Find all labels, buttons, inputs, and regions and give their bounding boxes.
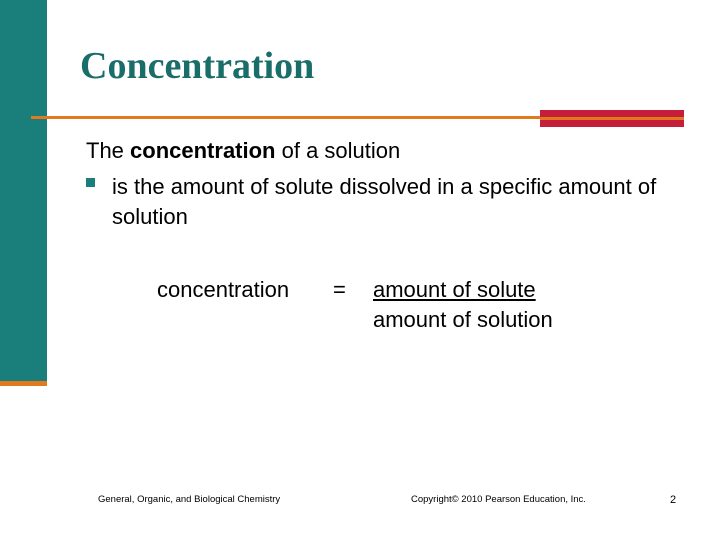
intro-line — [86, 138, 400, 164]
left-accent-bar — [0, 0, 47, 381]
slide-title: Concentration — [80, 45, 315, 87]
square-bullet-icon — [86, 178, 95, 187]
footer-course: General, Organic, and Biological Chemistry — [98, 494, 281, 505]
title-rule-block-stripe — [540, 117, 684, 120]
formula-denominator: amount of solution — [373, 307, 553, 332]
footer-copyright: Copyright© 2010 Pearson Education, Inc. — [411, 494, 586, 505]
intro-prefix: The — [86, 138, 131, 163]
page-number: 2 — [670, 494, 677, 506]
bullet-item — [86, 172, 696, 232]
formula-left-term: concentration — [157, 277, 290, 302]
left-accent-stripe — [0, 381, 47, 386]
bullet-text: is the amount of solute dissolved in a specific amount of solution — [112, 174, 657, 229]
formula-equals: = — [333, 277, 346, 302]
formula-numerator: amount of solute — [373, 277, 536, 302]
intro-suffix: of a solution — [275, 138, 401, 163]
intro-term: concentration — [130, 138, 276, 163]
